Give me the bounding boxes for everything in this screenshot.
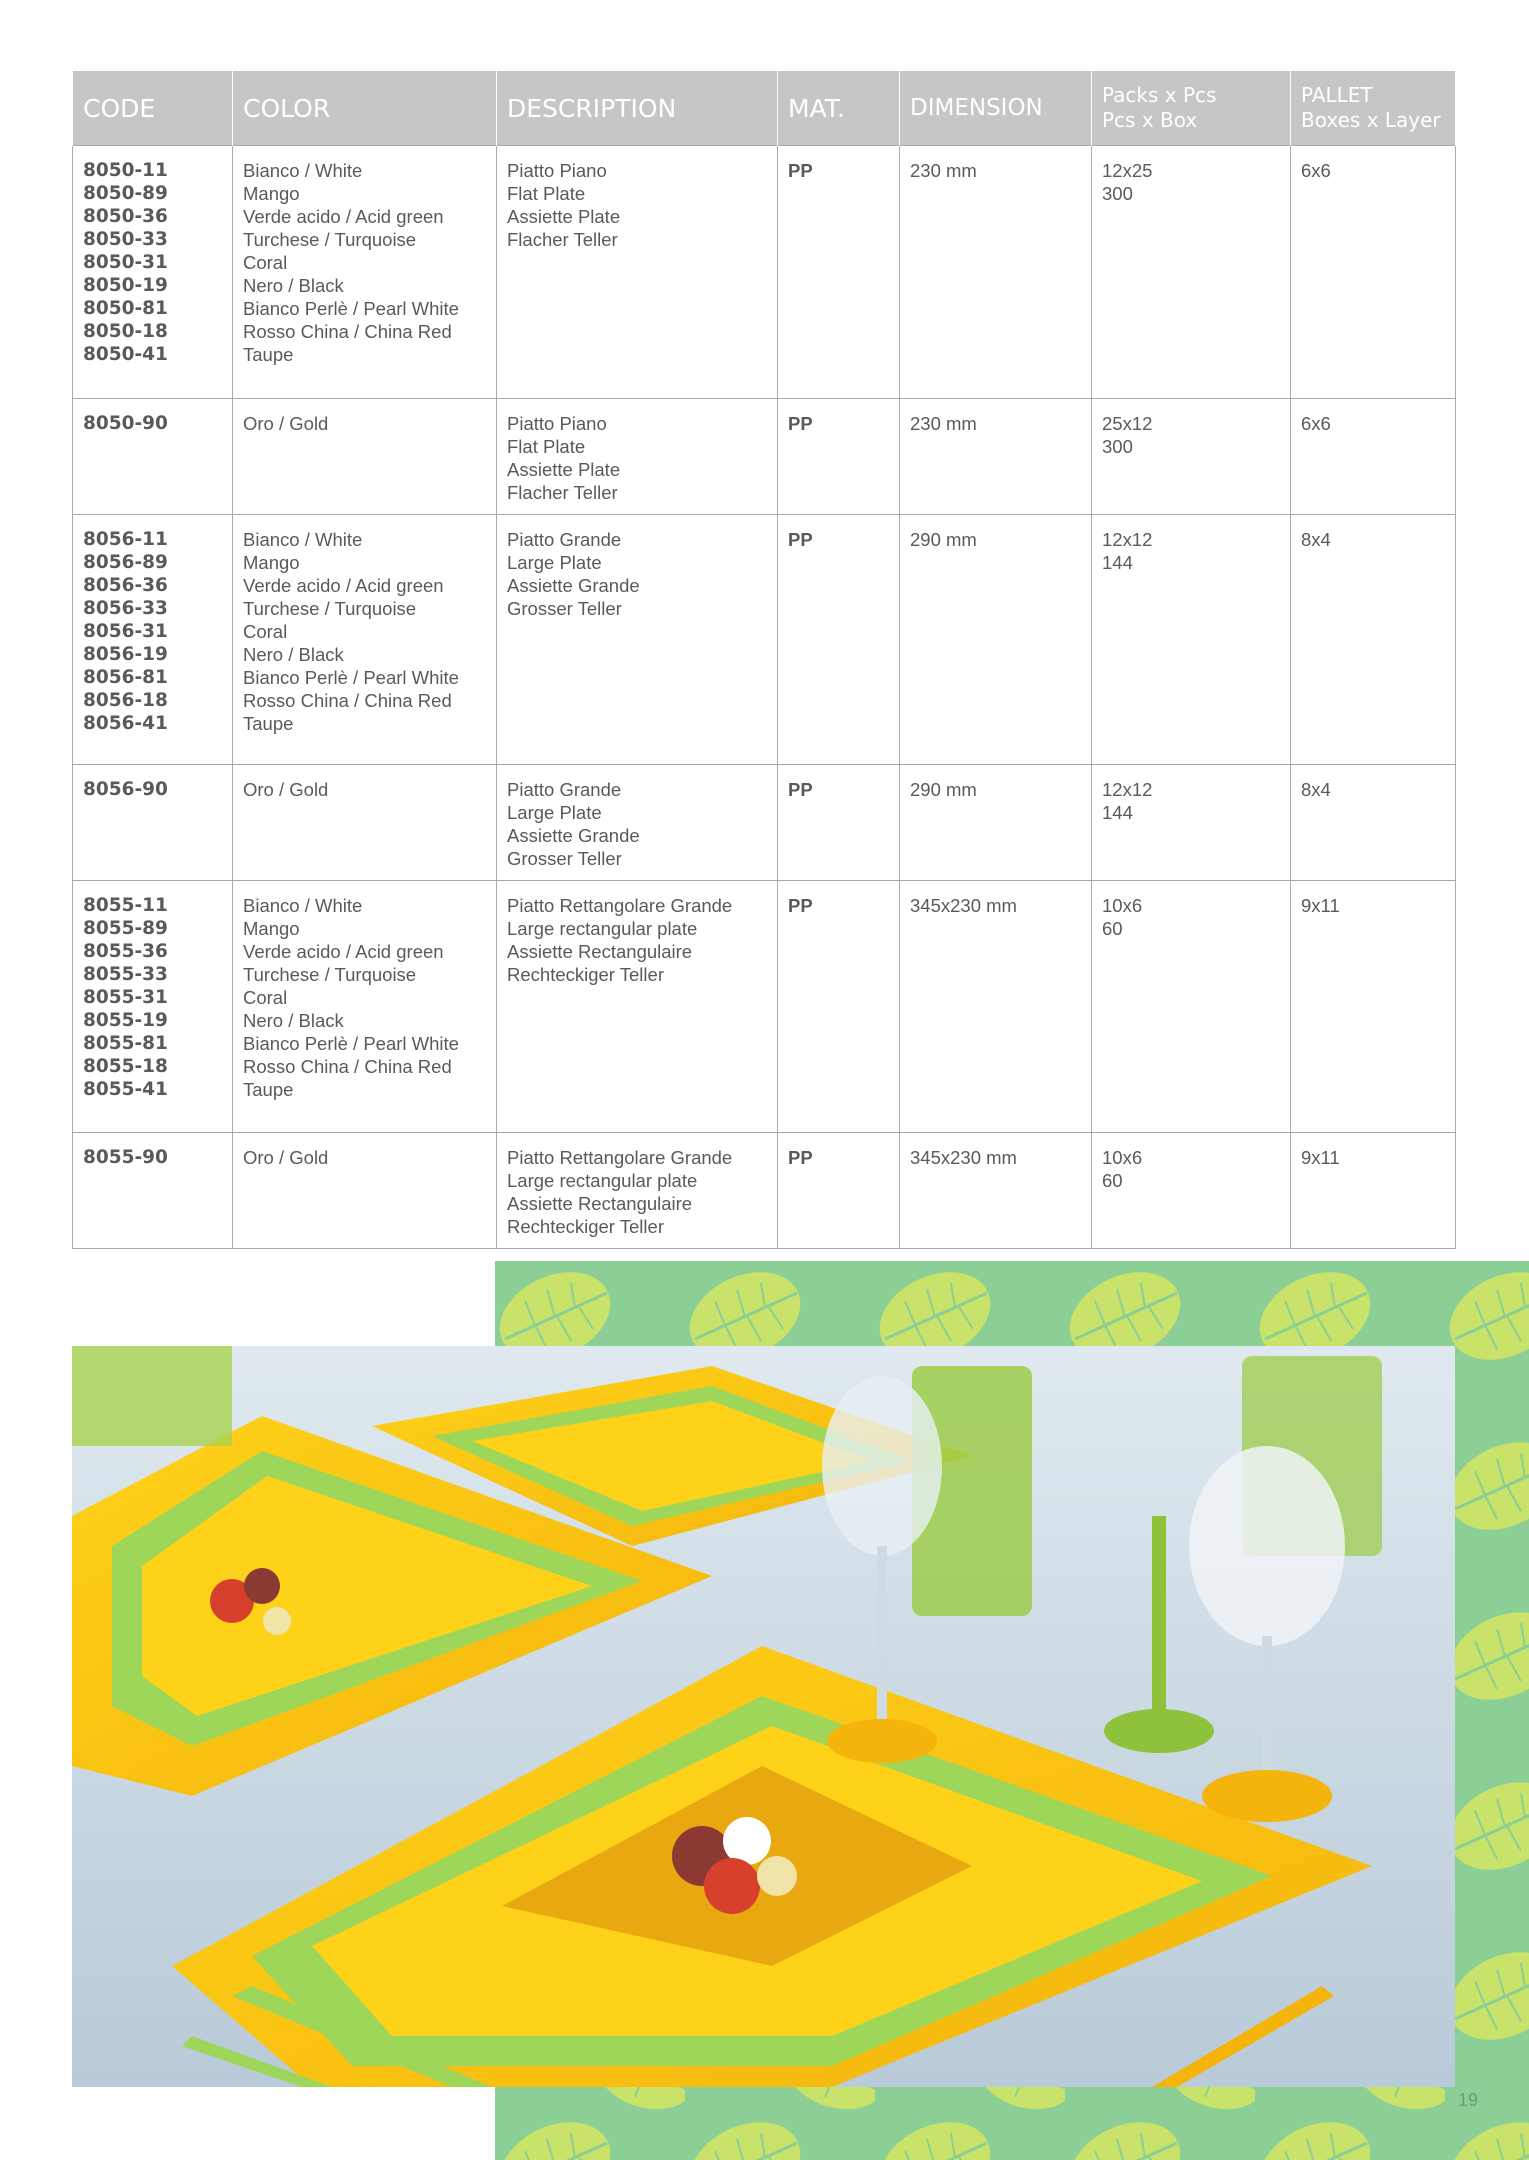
product-code: 8056-89 [83, 552, 168, 573]
packs-cell [1092, 146, 1291, 399]
header-packs [1092, 71, 1291, 146]
description-line: Flacher Teller [507, 482, 618, 503]
description-line: Assiette Grande [507, 825, 640, 846]
packs-cell [1092, 765, 1291, 881]
description-line: Flacher Teller [507, 229, 618, 250]
color-name: Rosso China / China Red [243, 690, 452, 711]
header-material: MAT. [778, 71, 900, 146]
packs-line: 25x12 [1102, 413, 1153, 434]
color-name: Verde acido / Acid green [243, 575, 444, 596]
description-line: Piatto Rettangolare Grande [507, 1147, 733, 1168]
product-code: 8056-41 [83, 713, 168, 734]
product-table [72, 70, 1456, 1249]
color-name: Oro / Gold [243, 1147, 329, 1168]
pallet-cell: 8x4 [1291, 765, 1456, 881]
product-code: 8056-18 [83, 690, 168, 711]
color-name: Bianco / White [243, 160, 363, 181]
description-cell [497, 1133, 778, 1249]
header-packs-line2: Pcs x Box [1102, 108, 1198, 132]
packs-line: 10x6 [1102, 895, 1143, 916]
code-cell [73, 399, 233, 515]
material-cell: PP [778, 1133, 900, 1249]
color-name: Turchese / Turquoise [243, 964, 417, 985]
description-line: Piatto Rettangolare Grande [507, 895, 733, 916]
product-code: 8050-90 [83, 413, 168, 434]
color-name: Verde acido / Acid green [243, 941, 444, 962]
header-pallet-line2: Boxes x Layer [1301, 108, 1441, 132]
color-cell [233, 1133, 497, 1249]
product-code: 8055-36 [83, 941, 168, 962]
description-line: Rechteckiger Teller [507, 1216, 664, 1237]
packs-line: 144 [1102, 552, 1133, 573]
product-code: 8055-90 [83, 1147, 168, 1168]
table-row [73, 399, 1456, 515]
product-photo [72, 1346, 1455, 2087]
product-code: 8056-19 [83, 644, 168, 665]
product-table-container [72, 70, 1455, 1249]
table-row [73, 146, 1456, 399]
product-code: 8056-11 [83, 529, 168, 550]
description-line: Assiette Rectangulaire [507, 1193, 693, 1214]
description-line: Assiette Plate [507, 459, 621, 480]
header-packs-line1: Packs x Pcs [1102, 83, 1217, 107]
material-cell: PP [778, 399, 900, 515]
color-name: Bianco Perlè / Pearl White [243, 298, 459, 319]
packs-cell [1092, 515, 1291, 765]
product-code: 8056-36 [83, 575, 168, 596]
header-pallet [1291, 71, 1456, 146]
description-cell [497, 515, 778, 765]
product-code: 8056-90 [83, 779, 168, 800]
packs-cell [1092, 881, 1291, 1133]
packs-line: 12x25 [1102, 160, 1153, 181]
header-pallet-line1: PALLET [1301, 83, 1373, 107]
color-name: Oro / Gold [243, 413, 329, 434]
product-code: 8050-31 [83, 252, 168, 273]
color-name: Verde acido / Acid green [243, 206, 444, 227]
color-name: Taupe [243, 713, 294, 734]
pallet-cell: 6x6 [1291, 399, 1456, 515]
color-name: Taupe [243, 344, 294, 365]
table-body [73, 146, 1456, 1249]
description-line: Flat Plate [507, 183, 586, 204]
packs-line: 10x6 [1102, 1147, 1143, 1168]
description-cell [497, 881, 778, 1133]
packs-cell [1092, 399, 1291, 515]
header-description: DESCRIPTION [497, 71, 778, 146]
dimension-cell: 345x230 mm [900, 1133, 1092, 1249]
dimension-cell: 230 mm [900, 399, 1092, 515]
color-cell [233, 881, 497, 1133]
product-code: 8050-36 [83, 206, 168, 227]
product-code: 8055-41 [83, 1079, 168, 1100]
description-line: Large rectangular plate [507, 918, 698, 939]
product-code: 8050-81 [83, 298, 168, 319]
color-name: Mango [243, 552, 300, 573]
product-code: 8055-81 [83, 1033, 168, 1054]
description-line: Piatto Piano [507, 413, 607, 434]
table-row [73, 881, 1456, 1133]
description-line: Large Plate [507, 802, 602, 823]
dimension-cell: 345x230 mm [900, 881, 1092, 1133]
product-code: 8050-18 [83, 321, 168, 342]
code-cell [73, 515, 233, 765]
description-cell [497, 146, 778, 399]
description-cell [497, 765, 778, 881]
color-name: Bianco / White [243, 895, 363, 916]
plates-illustration [72, 1346, 1455, 2087]
table-row [73, 1133, 1456, 1249]
code-cell [73, 146, 233, 399]
product-code: 8055-31 [83, 987, 168, 1008]
color-name: Oro / Gold [243, 779, 329, 800]
page-number: 19 [1458, 2090, 1479, 2110]
color-cell [233, 146, 497, 399]
product-code: 8055-11 [83, 895, 168, 916]
color-name: Mango [243, 918, 300, 939]
description-line: Large rectangular plate [507, 1170, 698, 1191]
pallet-cell: 9x11 [1291, 881, 1456, 1133]
packs-line: 300 [1102, 436, 1133, 457]
code-cell [73, 881, 233, 1133]
color-name: Nero / Black [243, 1010, 344, 1031]
packs-line: 300 [1102, 183, 1133, 204]
color-name: Coral [243, 252, 288, 273]
header-color: COLOR [233, 71, 497, 146]
color-cell [233, 765, 497, 881]
packs-line: 144 [1102, 802, 1133, 823]
product-code: 8056-33 [83, 598, 168, 619]
header-code: CODE [73, 71, 233, 146]
description-line: Assiette Rectangulaire [507, 941, 693, 962]
pallet-cell: 6x6 [1291, 146, 1456, 399]
material-cell: PP [778, 146, 900, 399]
color-name: Nero / Black [243, 275, 344, 296]
table-header-row [73, 71, 1456, 146]
product-code: 8055-18 [83, 1056, 168, 1077]
packs-cell [1092, 1133, 1291, 1249]
product-code: 8050-41 [83, 344, 168, 365]
packs-line: 12x12 [1102, 529, 1153, 550]
dimension-cell: 230 mm [900, 146, 1092, 399]
description-line: Grosser Teller [507, 848, 622, 869]
header-dimension: DIMENSION [900, 71, 1092, 146]
product-code: 8055-89 [83, 918, 168, 939]
code-cell [73, 1133, 233, 1249]
packs-line: 60 [1102, 1170, 1123, 1191]
dimension-cell: 290 mm [900, 515, 1092, 765]
color-name: Rosso China / China Red [243, 321, 452, 342]
description-line: Assiette Grande [507, 575, 640, 596]
table-row [73, 765, 1456, 881]
table-row [73, 515, 1456, 765]
product-code: 8050-19 [83, 275, 168, 296]
description-cell [497, 399, 778, 515]
product-code: 8050-33 [83, 229, 168, 250]
description-line: Piatto Grande [507, 529, 622, 550]
product-code: 8056-81 [83, 667, 168, 688]
color-name: Mango [243, 183, 300, 204]
description-line: Grosser Teller [507, 598, 622, 619]
color-name: Turchese / Turquoise [243, 229, 417, 250]
color-cell [233, 399, 497, 515]
color-name: Turchese / Turquoise [243, 598, 417, 619]
product-code: 8050-89 [83, 183, 168, 204]
description-line: Piatto Grande [507, 779, 622, 800]
material-cell: PP [778, 765, 900, 881]
pallet-cell: 9x11 [1291, 1133, 1456, 1249]
pallet-cell: 8x4 [1291, 515, 1456, 765]
packs-line: 60 [1102, 918, 1123, 939]
description-line: Rechteckiger Teller [507, 964, 664, 985]
color-name: Coral [243, 987, 288, 1008]
color-name: Nero / Black [243, 644, 344, 665]
description-line: Large Plate [507, 552, 602, 573]
color-name: Bianco Perlè / Pearl White [243, 667, 459, 688]
color-name: Coral [243, 621, 288, 642]
product-code: 8056-31 [83, 621, 168, 642]
packs-line: 12x12 [1102, 779, 1153, 800]
color-name: Bianco Perlè / Pearl White [243, 1033, 459, 1054]
dimension-cell: 290 mm [900, 765, 1092, 881]
code-cell [73, 765, 233, 881]
description-line: Flat Plate [507, 436, 586, 457]
color-name: Rosso China / China Red [243, 1056, 452, 1077]
material-cell: PP [778, 881, 900, 1133]
color-name: Bianco / White [243, 529, 363, 550]
product-code: 8055-19 [83, 1010, 168, 1031]
description-line: Piatto Piano [507, 160, 607, 181]
product-code: 8050-11 [83, 160, 168, 181]
material-cell: PP [778, 515, 900, 765]
color-name: Taupe [243, 1079, 294, 1100]
color-cell [233, 515, 497, 765]
product-code: 8055-33 [83, 964, 168, 985]
description-line: Assiette Plate [507, 206, 621, 227]
